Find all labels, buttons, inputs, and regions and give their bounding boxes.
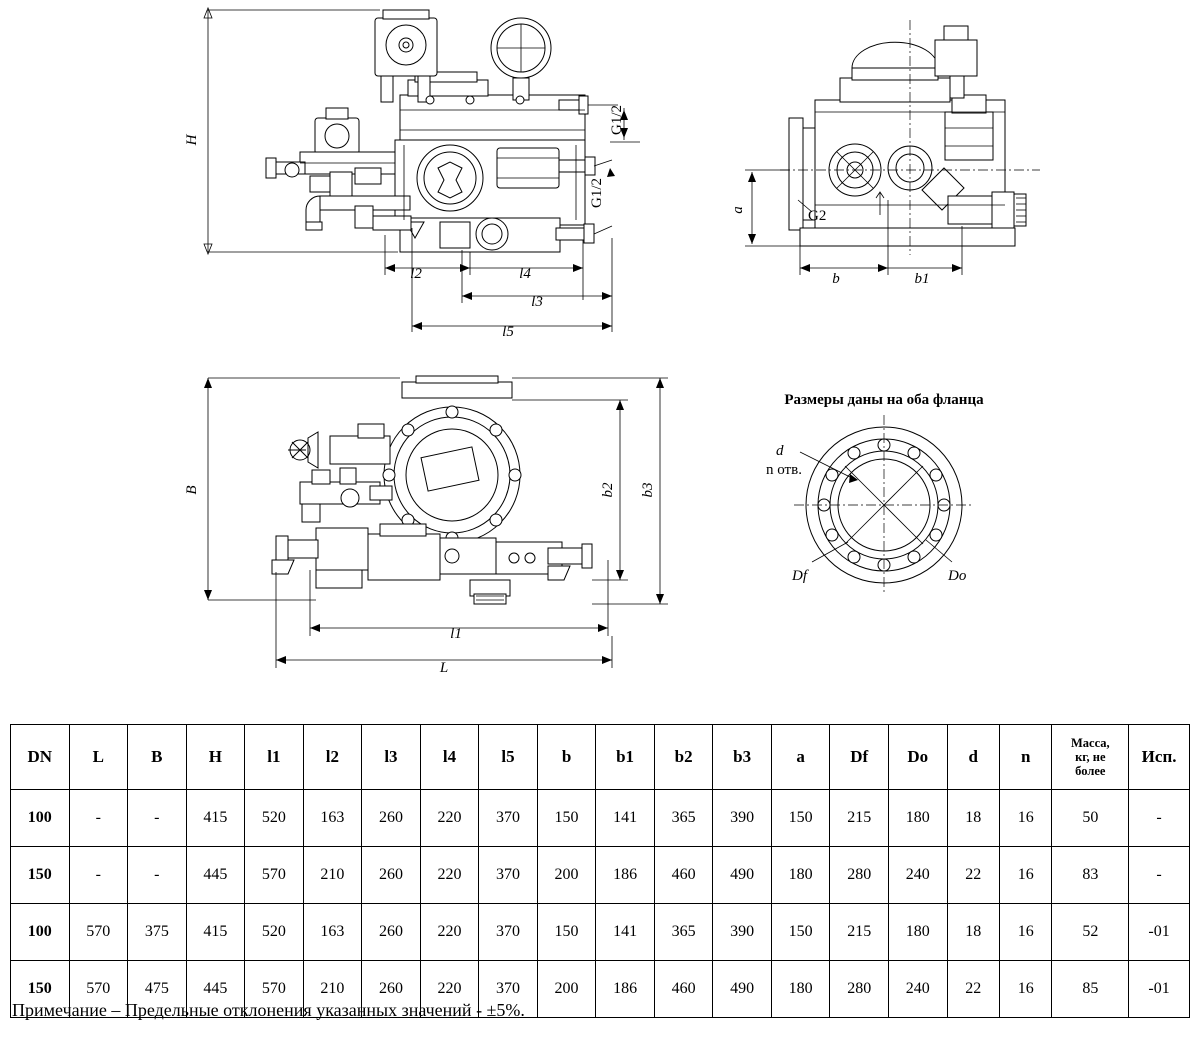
cell: 260 — [362, 790, 421, 847]
cell: 210 — [303, 961, 362, 1018]
th-b-small: b — [537, 725, 596, 790]
th-b: B — [128, 725, 187, 790]
cell: 85 — [1052, 961, 1129, 1018]
cell: - — [128, 847, 187, 904]
cell: 220 — [420, 904, 479, 961]
cell: 260 — [362, 904, 421, 961]
cell: 215 — [830, 790, 889, 847]
cell: 490 — [713, 847, 772, 904]
cell: 200 — [537, 847, 596, 904]
cell: 220 — [420, 790, 479, 847]
specifications-table — [10, 724, 1190, 1018]
cell: 100 — [11, 790, 70, 847]
dimension-label-b3: b3 — [640, 482, 656, 498]
cell: 150 — [11, 961, 70, 1018]
cell: 460 — [654, 847, 713, 904]
cell: 370 — [479, 961, 538, 1018]
th-df: Df — [830, 725, 889, 790]
flange-view — [766, 392, 984, 595]
flange-label-n-otv: n отв. — [766, 462, 802, 478]
cell: 365 — [654, 904, 713, 961]
cell: 150 — [537, 904, 596, 961]
specifications-table-wrap — [10, 724, 1190, 1018]
cell: 100 — [11, 904, 70, 961]
dimension-label-l2: l2 — [410, 266, 422, 282]
cell: 220 — [420, 847, 479, 904]
cell: 240 — [888, 961, 947, 1018]
cell: 520 — [245, 904, 304, 961]
flange-label-d: d — [776, 443, 784, 459]
cell: 150 — [771, 904, 830, 961]
cell: 475 — [128, 961, 187, 1018]
th-l5: l5 — [479, 725, 538, 790]
cell: 150 — [771, 790, 830, 847]
table-row — [11, 847, 1190, 904]
cell: 150 — [537, 790, 596, 847]
th-l2: l2 — [303, 725, 362, 790]
th-l4: l4 — [420, 725, 479, 790]
cell: 180 — [888, 904, 947, 961]
dimension-label-b2: b2 — [600, 482, 616, 498]
cell: -01 — [1129, 961, 1190, 1018]
dimension-label-l3: l3 — [531, 294, 543, 310]
th-l: L — [69, 725, 128, 790]
cell: - — [128, 790, 187, 847]
cell: 18 — [947, 790, 999, 847]
flange-label-Do: Do — [948, 568, 967, 584]
dimension-label-a: a — [730, 206, 746, 214]
th-l1: l1 — [245, 725, 304, 790]
cell: 141 — [596, 790, 655, 847]
cell: 18 — [947, 904, 999, 961]
cell: 570 — [245, 961, 304, 1018]
cell: 52 — [1052, 904, 1129, 961]
cell: 180 — [888, 790, 947, 847]
cell: 365 — [654, 790, 713, 847]
cell: 22 — [947, 961, 999, 1018]
th-b3: b3 — [713, 725, 772, 790]
cell: - — [1129, 847, 1190, 904]
dimension-label-l1: l1 — [450, 626, 462, 642]
cell: 415 — [186, 790, 245, 847]
cell: 163 — [303, 904, 362, 961]
cell: 445 — [186, 847, 245, 904]
cell: - — [69, 790, 128, 847]
dimension-label-H: H — [184, 134, 200, 146]
cell: 280 — [830, 847, 889, 904]
cell: 186 — [596, 847, 655, 904]
table-header-row — [11, 725, 1190, 790]
cell: 370 — [479, 904, 538, 961]
cell: 180 — [771, 961, 830, 1018]
th-h: H — [186, 725, 245, 790]
cell: 16 — [999, 847, 1051, 904]
dimension-label-B: B — [184, 485, 200, 495]
th-d: d — [947, 725, 999, 790]
cell: 260 — [362, 847, 421, 904]
cell: 445 — [186, 961, 245, 1018]
cell: 22 — [947, 847, 999, 904]
cell: 570 — [245, 847, 304, 904]
cell: 16 — [999, 790, 1051, 847]
th-mass-line2: кг, не — [1075, 750, 1106, 764]
cell: 186 — [596, 961, 655, 1018]
thread-label-g12-right: G1/2 — [589, 178, 605, 208]
cell: 215 — [830, 904, 889, 961]
cell: -01 — [1129, 904, 1190, 961]
cell: 200 — [537, 961, 596, 1018]
cell: - — [1129, 790, 1190, 847]
th-mass-line1: Масса, — [1070, 736, 1110, 750]
th-l3: l3 — [362, 725, 421, 790]
thread-label-g2: G2 — [808, 208, 827, 224]
cell: 370 — [479, 847, 538, 904]
cell: 180 — [771, 847, 830, 904]
front-view — [184, 8, 640, 340]
th-do: Do — [888, 725, 947, 790]
table-row — [11, 790, 1190, 847]
flange-view-title: Размеры даны на оба фланца — [784, 392, 984, 408]
table-row — [11, 904, 1190, 961]
th-dn: DN — [11, 725, 70, 790]
cell: 570 — [69, 961, 128, 1018]
cell: 210 — [303, 847, 362, 904]
cell: 83 — [1052, 847, 1129, 904]
note-text: Примечание – Предельные отклонения указанных значений - ±5%. — [12, 1000, 525, 1020]
cell: 16 — [999, 904, 1051, 961]
th-b1: b1 — [596, 725, 655, 790]
th-a: a — [771, 725, 830, 790]
cell: 141 — [596, 904, 655, 961]
cell: 163 — [303, 790, 362, 847]
cell: 415 — [186, 904, 245, 961]
th-isp: Исп. — [1129, 725, 1190, 790]
cell: 570 — [69, 904, 128, 961]
cell: 490 — [713, 961, 772, 1018]
cell: 390 — [713, 904, 772, 961]
cell: 150 — [11, 847, 70, 904]
cell: 240 — [888, 847, 947, 904]
cell: 390 — [713, 790, 772, 847]
flange-label-Df: Df — [792, 568, 807, 584]
cell: 520 — [245, 790, 304, 847]
cell: 16 — [999, 961, 1051, 1018]
cell: - — [69, 847, 128, 904]
th-mass-line3: более — [1075, 764, 1106, 778]
cell: 460 — [654, 961, 713, 1018]
thread-label-g12-top: G1/2 — [609, 105, 625, 135]
dimension-label-b1: b1 — [914, 271, 930, 287]
th-mass — [1052, 725, 1129, 790]
cell: 50 — [1052, 790, 1129, 847]
side-view — [730, 20, 1040, 287]
th-n: n — [999, 725, 1051, 790]
th-b2: b2 — [654, 725, 713, 790]
top-view — [184, 376, 668, 676]
cell: 375 — [128, 904, 187, 961]
cell: 370 — [479, 790, 538, 847]
cell: 260 — [362, 961, 421, 1018]
cell: 280 — [830, 961, 889, 1018]
dimension-label-l4: l4 — [519, 266, 531, 282]
dimension-label-L: L — [439, 660, 449, 676]
dimension-label-b: b — [832, 271, 840, 287]
dimension-label-l5: l5 — [502, 324, 514, 340]
cell: 220 — [420, 961, 479, 1018]
